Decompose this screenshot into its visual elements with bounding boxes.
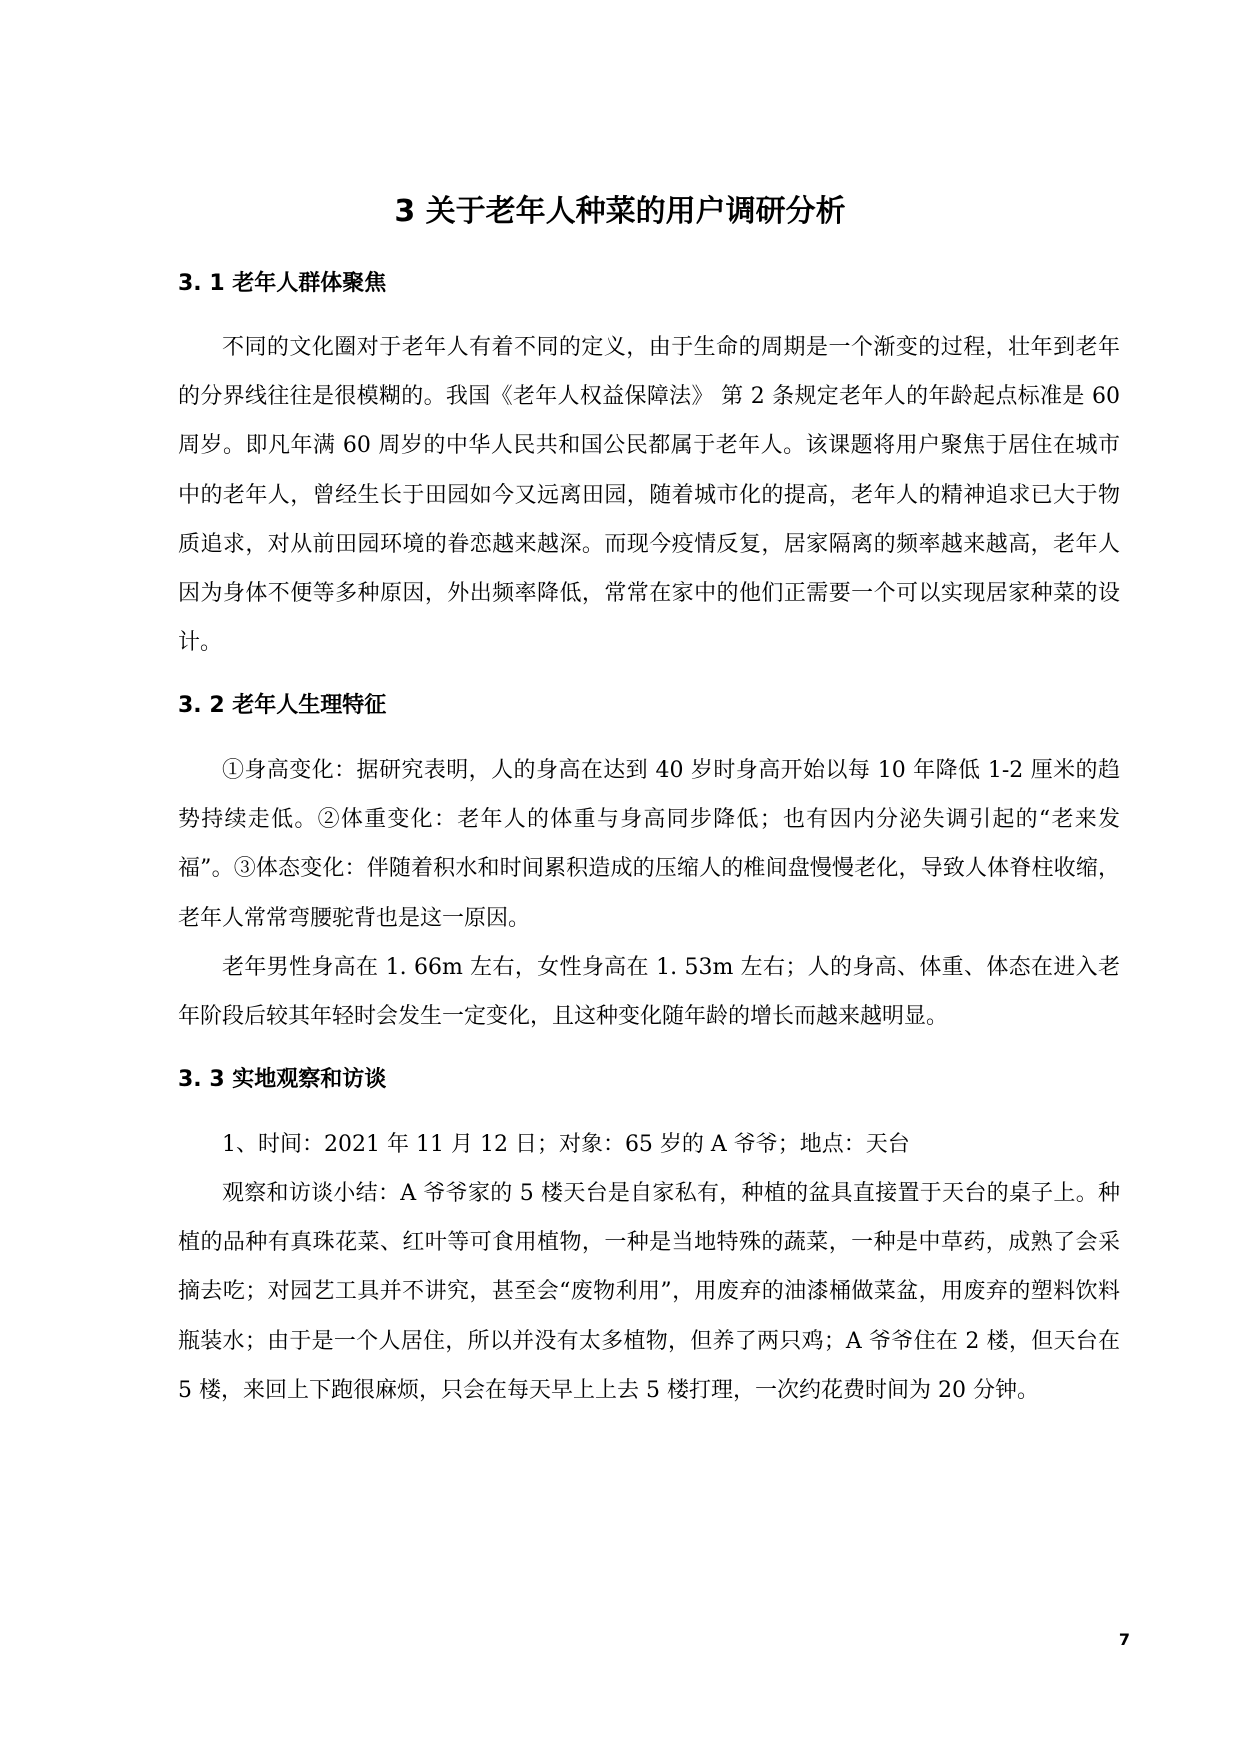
section-heading-3-1: 3. 1 老年人群体聚焦 xyxy=(178,271,387,296)
section-heading-3-3: 3. 3 实地观察和访谈 xyxy=(178,1067,387,1092)
chapter-title: 3 关于老年人种菜的用户调研分析 xyxy=(394,194,846,229)
section-heading-3-2: 3. 2 老年人生理特征 xyxy=(178,693,387,718)
paragraph-elderly-focus: 不同的文化圈对于老年人有着不同的定义，由于生命的周期是一个渐变的过程，壮年到老年的分界线往往是很模糊的。我国《老年人权益保障法》 第 2 条规定老年人的年龄起点标准是 60 周岁。即凡年满 60 周岁的中华人民共和国公民都属于老年人。该课题将用户聚焦于居住在城市中的老年人，曾经生长于田园如今又远离田园，随着城市化的提高，老年人的精神追求已大于物质追求，对从前田园环境的眷恋越来越深。而现今疫情反复，居家隔离的频率越来越高，老年人因为身体不便等多种原因，外出频率降低，常常在家中的他们正需要一个可以实现居家种菜的设计。 xyxy=(178,335,1120,656)
paragraph-height-data: 老年男性身高在 1. 66m 左右，女性身高在 1. 53m 左右；人的身高、体重、体态在进入老年阶段后较其年轻时会发生一定变化，且这种变化随年龄的增长而越来越明显。 xyxy=(178,955,1120,1030)
paragraph-physiology-changes: ①身高变化：据研究表明，人的身高在达到 40 岁时身高开始以每 10 年降低 1-2 厘米的趋势持续走低。②体重变化：老年人的体重与身高同步降低；也有因内分泌失调引起的“老来发福”。③体态变化：伴随着积水和时间累积造成的压缩人的椎间盘慢慢老化，导致人体脊柱收缩，老年人常常弯腰驼背也是这一原因。 xyxy=(178,758,1120,931)
paragraph-interview-summary: 观察和访谈小结：A 爷爷家的 5 楼天台是自家私有，种植的盆具直接置于天台的桌子上。种植的品种有真珠花菜、红叶等可食用植物，一种是当地特殊的蔬菜，一种是中草药，成熟了会采摘去吃；对园艺工具并不讲究，甚至会“废物利用”，用废弃的油漆桶做菜盆，用废弃的塑料饮料瓶装水；由于是一个人居住，所以并没有太多植物，但养了两只鸡；A 爷爷住在 2 楼，但天台在 5 楼，来回上下跑很麻烦，只会在每天早上上去 5 楼打理，一次约花费时间为 20 分钟。 xyxy=(178,1181,1120,1403)
page-number: 7 xyxy=(1118,1630,1130,1649)
paragraph-interview-info: 1、时间：2021 年 11 月 12 日；对象：65 岁的 A 爷爷；地点：天台 xyxy=(222,1132,910,1157)
